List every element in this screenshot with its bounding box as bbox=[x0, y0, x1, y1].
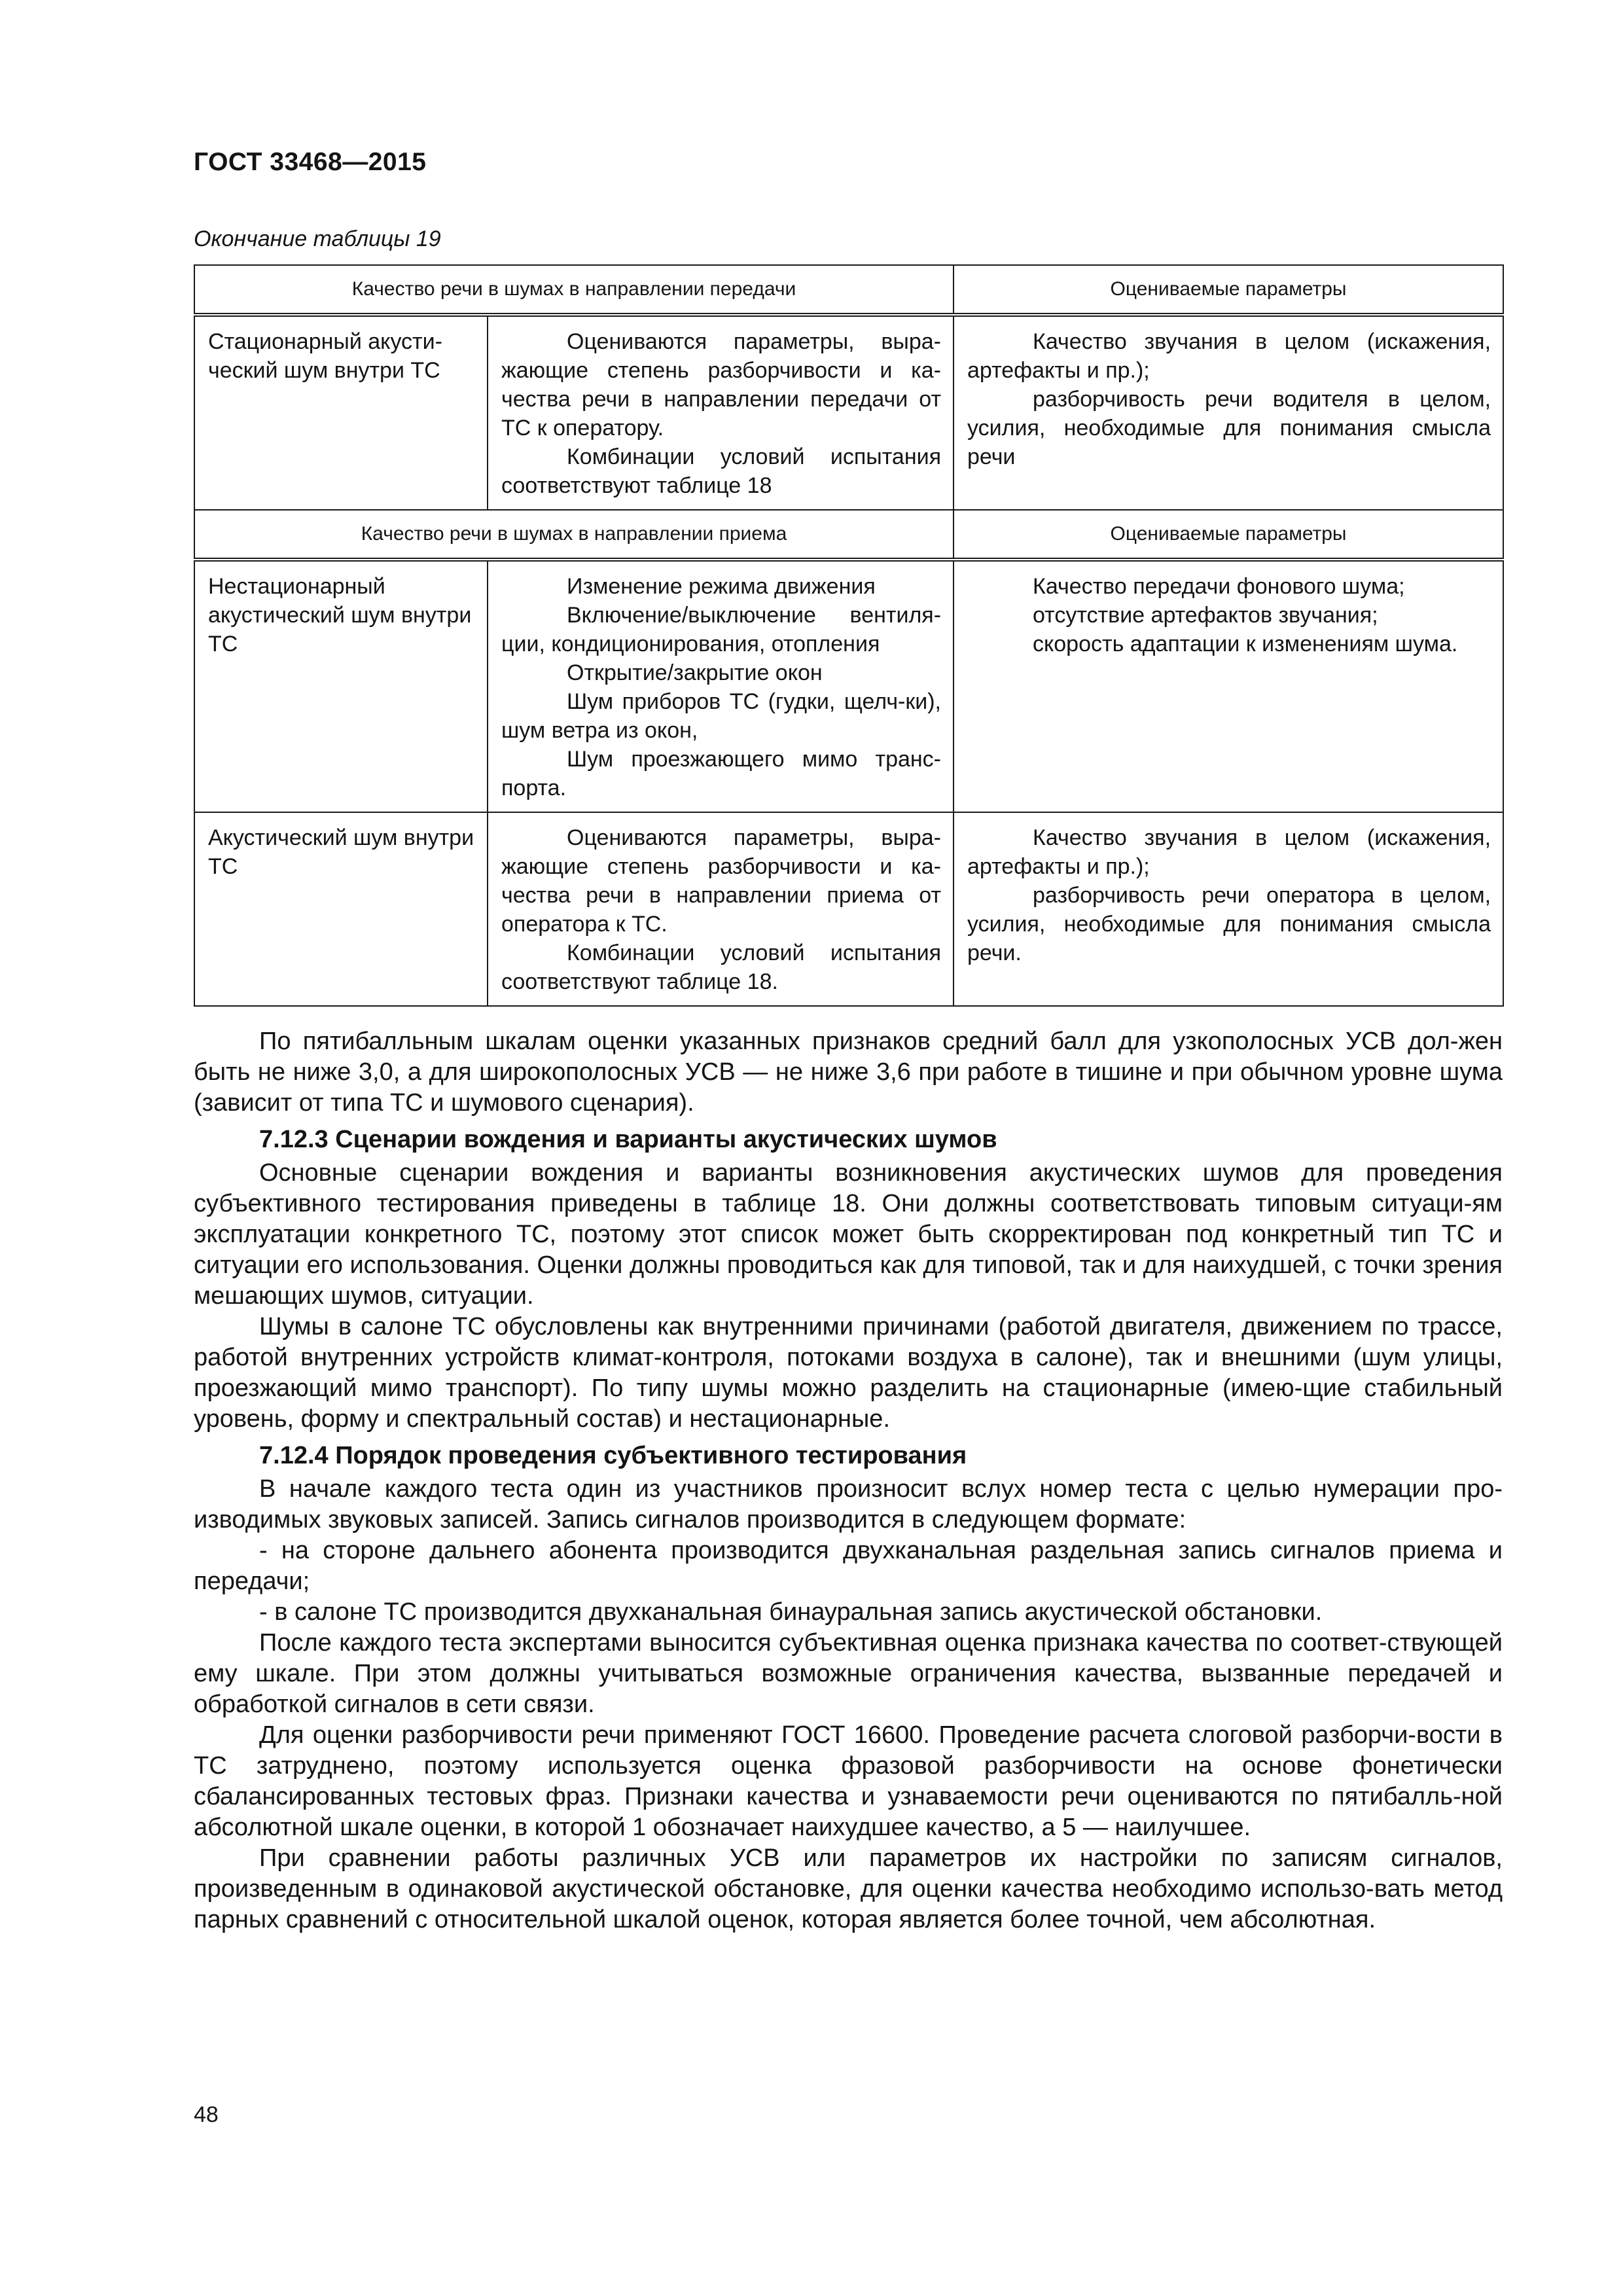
section-heading-7-12-3: 7.12.3 Сценарии вождения и варианты акустических шумов bbox=[259, 1126, 997, 1153]
table-row bbox=[194, 812, 1503, 1006]
list-item: - на стороне дальнего абонента производится двухканальная раздельная запись сигналов приема и передачи; bbox=[194, 1537, 1503, 1595]
conditions-cell: Изменение режима движения Включение/выключение вентиля-ции, кондиционирования, отопления Открытие/закрытие окон Шум приборов ТС (гудки, щелч-ки), шум ветра из окон, Шум проезжающего мимо транс-порта. bbox=[488, 560, 954, 812]
paragraph: В начале каждого теста один из участников произносит вслух номер теста с целью нумерации про-изводимых звуковых записей. Запись сигналов производится в следующем формате: bbox=[194, 1475, 1503, 1534]
noise-type-cell: Стационарный акусти-ческий шум внутри ТС bbox=[194, 315, 488, 510]
table-row bbox=[194, 315, 1503, 510]
table-header-params: Оцениваемые параметры bbox=[954, 510, 1503, 560]
section-heading-7-12-4: 7.12.4 Порядок проведения субъективного тестирования bbox=[259, 1442, 967, 1469]
params-cell: Качество звучания в целом (искажения, артефакты и пр.); разборчивость речи водителя в целом, усилия, необходимые для понимания смысла речи bbox=[954, 315, 1503, 510]
paragraph: При сравнении работы различных УСВ или параметров их настройки по записям сигналов, произведенным в одинаковой акустической обстановке, для оценки качества необходимо использо-вать метод парных сравнений с относительной шкалой оценок, которая является более точной, чем абсолютная. bbox=[194, 1844, 1503, 1933]
paragraph: Основные сценарии вождения и варианты возникновения акустических шумов для проведения субъективного тестирования приведены в таблице 18. Они должны соответствовать типовым ситуаци-ям эксплуатации конкретного ТС, поэтому этот список может быть скорректирован под конкретный тип ТС и ситуации его использования. Оценки должны проводиться как для типовой, так и для наихудшей, с точки зрения мешающих шумов, ситуации. bbox=[194, 1159, 1503, 1310]
noise-type-cell: Акустический шум внутри ТС bbox=[194, 812, 488, 1006]
table-header-row bbox=[194, 265, 1503, 315]
paragraph: По пятибалльным шкалам оценки указанных признаков средний балл для узкополосных УСВ дол-жен быть не ниже 3,0, а для широкополосных УСВ — не ниже 3,6 при работе в тишине и при обычном уровне шума (зависит от типа ТС и шумового сценария). bbox=[194, 1028, 1503, 1117]
page-number: 48 bbox=[194, 2102, 219, 2127]
list-item: - в салоне ТС производится двухканальная бинауральная запись акустической обстановки. bbox=[259, 1598, 1323, 1626]
params-cell: Качество звучания в целом (искажения, артефакты и пр.); разборчивость речи оператора в целом, усилия, необходимые для понимания смысла речи. bbox=[954, 812, 1503, 1006]
paragraph: После каждого теста экспертами выносится субъективная оценка признака качества по соответ-ствующей ему шкале. При этом должны учитываться возможные ограничения качества, вызванные передачей и обработкой сигналов в сети связи. bbox=[194, 1629, 1503, 1718]
table-header-params: Оцениваемые параметры bbox=[954, 265, 1503, 315]
document-header: ГОСТ 33468—2015 bbox=[194, 148, 427, 176]
body-text bbox=[194, 1026, 1503, 1935]
table-header-row bbox=[194, 510, 1503, 560]
noise-type-cell: Нестационарный акустический шум внутри ТС bbox=[194, 560, 488, 812]
table-row bbox=[194, 560, 1503, 812]
table-caption: Окончание таблицы 19 bbox=[194, 226, 441, 251]
conditions-cell: Оцениваются параметры, выра-жающие степень разборчивости и ка-чества речи в направлении передачи от ТС к оператору. Комбинации условий испытания соответствуют таблице 18 bbox=[488, 315, 954, 510]
paragraph: Шумы в салоне ТС обусловлены как внутренними причинами (работой двигателя, движением по трассе, работой внутренних устройств климат-контроля, потоками воздуха в салоне), так и внешними (шум улицы, проезжающий мимо транспорт). По типу шумы можно разделить на стационарные (имею-щие стабильный уровень, форму и спектральный состав) и нестационарные. bbox=[194, 1313, 1503, 1433]
conditions-cell: Оцениваются параметры, выра-жающие степень разборчивости и ка-чества речи в направлении приема от оператора к ТС. Комбинации условий испытания соответствуют таблице 18. bbox=[488, 812, 954, 1006]
speech-quality-table bbox=[194, 264, 1504, 1007]
table-header-transmit: Качество речи в шумах в направлении передачи bbox=[194, 265, 954, 315]
table-header-receive: Качество речи в шумах в направлении приема bbox=[194, 510, 954, 560]
params-cell: Качество передачи фонового шума; отсутствие артефактов звучания; скорость адаптации к изменениям шума. bbox=[954, 560, 1503, 812]
paragraph: Для оценки разборчивости речи применяют ГОСТ 16600. Проведение расчета слоговой разборчи-вости в ТС затруднено, поэтому используется оценка фразовой разборчивости на основе фонетически сбалансированных тестовых фраз. Признаки качества и узнаваемости речи оцениваются по пятибалль-ной абсолютной шкале оценки, в которой 1 обозначает наихудшее качество, а 5 — наилучшее. bbox=[194, 1721, 1503, 1841]
